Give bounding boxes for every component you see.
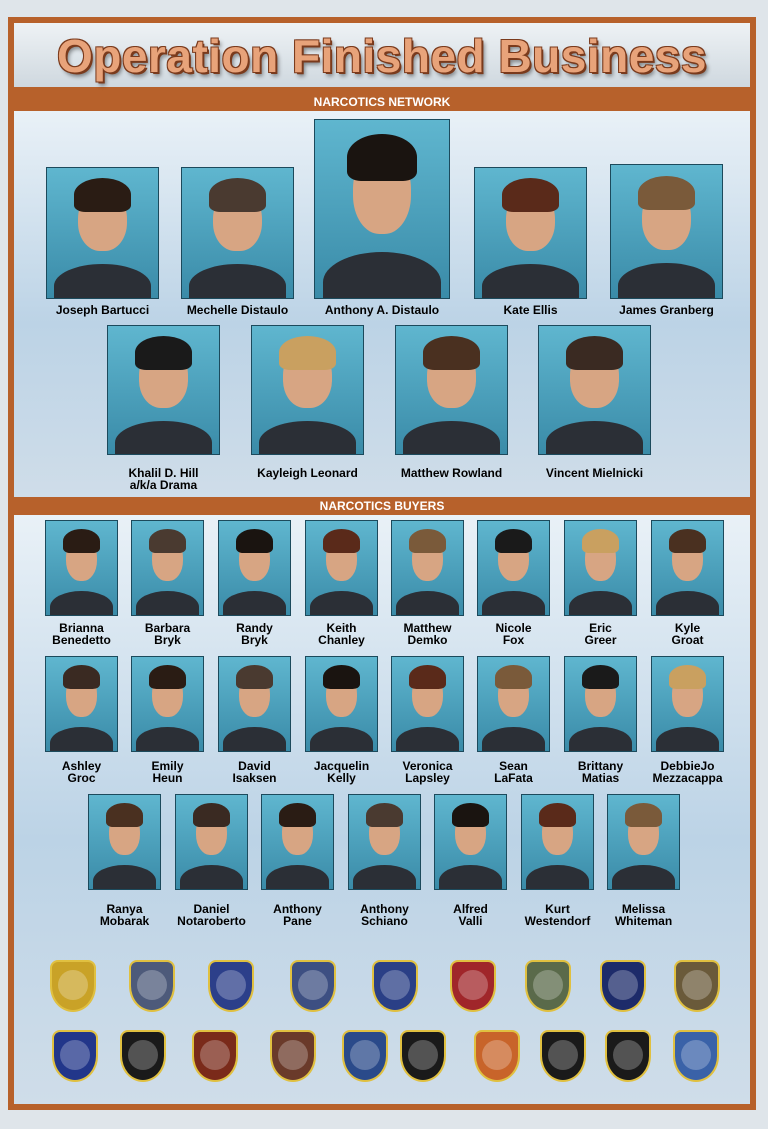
mugshot-hair <box>279 336 337 369</box>
badge-seal-icon <box>482 1040 512 1070</box>
badge-seal-icon <box>613 1040 643 1070</box>
mugshot-shoulders <box>403 421 501 455</box>
mugshot-photo <box>564 520 637 616</box>
badge-seal-icon <box>608 970 638 1000</box>
mugshot-shoulders <box>93 865 155 890</box>
mugshot-photo <box>477 520 550 616</box>
person-name: Mezzacappa <box>652 771 723 785</box>
mugshot-photo <box>651 656 724 752</box>
title-banner <box>14 23 750 87</box>
mugshot-shoulders <box>526 865 588 890</box>
agency-badge-icon <box>474 1030 520 1082</box>
mugshot-hair <box>495 529 532 553</box>
person-name: Matthew Rowland <box>400 466 503 480</box>
mugshot-shoulders <box>259 421 357 455</box>
person-name: Keith <box>326 621 357 635</box>
mugshot-photo <box>251 325 364 455</box>
agency-badge-icon <box>270 1030 316 1082</box>
mugshot-photo <box>46 167 159 299</box>
agency-badge-icon <box>450 960 496 1012</box>
mugshot-hair <box>625 803 662 827</box>
mugshot-photo <box>218 656 291 752</box>
person-name: Bryk <box>154 633 181 647</box>
mugshot-shoulders <box>396 727 458 752</box>
mugshot-hair <box>452 803 489 827</box>
mugshot-photo <box>261 794 334 890</box>
agency-badge-icon <box>208 960 254 1012</box>
person-name: Fox <box>502 633 525 647</box>
mugshot-photo <box>651 520 724 616</box>
person-name: Ashley <box>61 759 102 773</box>
person-name: Mobarak <box>99 914 150 928</box>
person-name: Chanley <box>318 633 365 647</box>
mugshot-photo <box>131 520 204 616</box>
mugshot-shoulders <box>569 727 631 752</box>
person-name: a/k/a Drama <box>129 478 198 492</box>
person-name: Schiano <box>361 914 408 928</box>
badge-seal-icon <box>128 1040 158 1070</box>
mugshot-hair <box>149 665 186 689</box>
mugshot-photo <box>538 325 651 455</box>
badge-seal-icon <box>380 970 410 1000</box>
mugshot-shoulders <box>54 264 152 299</box>
person-name: Kurt <box>545 902 570 916</box>
mugshot-hair <box>347 134 417 180</box>
agency-badge-icon <box>50 960 96 1012</box>
mugshot-hair <box>495 665 532 689</box>
page-title: Operation Finished Business <box>57 30 707 82</box>
agency-badge-icon <box>192 1030 238 1082</box>
person-name: Vincent Mielnicki <box>545 466 644 480</box>
person-name: Kelly <box>327 771 356 785</box>
agency-badge-icon <box>673 1030 719 1082</box>
badge-seal-icon <box>58 970 88 1000</box>
badge-seal-icon <box>533 970 563 1000</box>
mugshot-hair <box>209 178 267 212</box>
person-name: Brianna <box>59 621 104 635</box>
person-name: DebbieJo <box>660 759 715 773</box>
person-name: Eric <box>589 621 612 635</box>
mugshot-hair <box>669 665 706 689</box>
mugshot-photo <box>395 325 508 455</box>
section-header-buyers: NARCOTICS BUYERS <box>14 498 750 514</box>
mugshot-hair <box>149 529 186 553</box>
mugshot-hair <box>669 529 706 553</box>
badge-seal-icon <box>200 1040 230 1070</box>
person-name: Barbara <box>144 621 191 635</box>
mugshot-photo <box>45 520 118 616</box>
mugshot-shoulders <box>50 727 112 752</box>
mugshot-photo <box>305 520 378 616</box>
mugshot-photo <box>131 656 204 752</box>
person-name: Khalil D. Hill <box>128 466 199 480</box>
mugshot-photo <box>391 656 464 752</box>
badge-seal-icon <box>216 970 246 1000</box>
agency-badge-icon <box>400 1030 446 1082</box>
mugshot-shoulders <box>569 591 631 616</box>
mugshot-shoulders <box>115 421 213 455</box>
mugshot-photo <box>610 164 723 299</box>
mugshot-photo <box>107 325 220 455</box>
mugshot-hair <box>236 665 273 689</box>
mugshot-shoulders <box>50 591 112 616</box>
mugshot-shoulders <box>396 591 458 616</box>
person-name: Brittany <box>577 759 624 773</box>
person-name: Daniel <box>193 902 230 916</box>
agency-badge-icon <box>540 1030 586 1082</box>
mugshot-photo <box>607 794 680 890</box>
person-name: Valli <box>458 914 483 928</box>
person-name: Bryk <box>241 633 268 647</box>
badge-seal-icon <box>548 1040 578 1070</box>
mugshot-hair <box>279 803 316 827</box>
mugshot-photo <box>314 119 450 299</box>
person-name: Pane <box>283 914 312 928</box>
agency-badge-icon <box>605 1030 651 1082</box>
mugshot-hair <box>423 336 481 369</box>
mugshot-shoulders <box>612 865 674 890</box>
mugshot-photo <box>521 794 594 890</box>
mugshot-shoulders <box>223 591 285 616</box>
mugshot-hair <box>638 176 696 211</box>
mugshot-hair <box>74 178 132 212</box>
mugshot-shoulders <box>482 727 544 752</box>
mugshot-shoulders <box>546 421 644 455</box>
mugshot-photo <box>564 656 637 752</box>
agency-badge-icon <box>290 960 336 1012</box>
badge-seal-icon <box>137 970 167 1000</box>
person-name: Kate Ellis <box>503 303 558 317</box>
mugshot-photo <box>391 520 464 616</box>
agency-badge-icon <box>372 960 418 1012</box>
mugshot-photo <box>45 656 118 752</box>
mugshot-shoulders <box>353 865 415 890</box>
mugshot-photo <box>218 520 291 616</box>
person-name: Isaksen <box>232 771 277 785</box>
person-name: Anthony <box>360 902 409 916</box>
mugshot-hair <box>539 803 576 827</box>
mugshot-shoulders <box>266 865 328 890</box>
badge-seal-icon <box>681 1040 711 1070</box>
badge-seal-icon <box>60 1040 90 1070</box>
person-name: Jacquelin <box>313 759 370 773</box>
person-name: Lapsley <box>405 771 450 785</box>
mugshot-hair <box>323 529 360 553</box>
mugshot-photo <box>348 794 421 890</box>
person-name: Ranya <box>106 902 143 916</box>
mugshot-hair <box>193 803 230 827</box>
agency-badge-icon <box>129 960 175 1012</box>
person-name: Kayleigh Leonard <box>257 466 358 480</box>
mugshot-shoulders <box>223 727 285 752</box>
person-name: Sean <box>499 759 528 773</box>
mugshot-hair <box>566 336 624 369</box>
person-name: Notaroberto <box>177 914 246 928</box>
mugshot-shoulders <box>136 591 198 616</box>
person-name: Whiteman <box>614 914 673 928</box>
badge-seal-icon <box>278 1040 308 1070</box>
person-name: Mechelle Distaulo <box>186 303 289 317</box>
mugshot-hair <box>323 665 360 689</box>
mugshot-hair <box>63 529 100 553</box>
mugshot-hair <box>409 529 446 553</box>
mugshot-photo <box>181 167 294 299</box>
person-name: Joseph Bartucci <box>55 303 150 317</box>
mugshot-shoulders <box>656 591 718 616</box>
person-name: Heun <box>152 771 183 785</box>
person-name: Demko <box>407 633 448 647</box>
agency-badge-icon <box>525 960 571 1012</box>
person-name: Matthew <box>403 621 452 635</box>
person-name: Greer <box>584 633 617 647</box>
agency-badge-icon <box>674 960 720 1012</box>
person-name: Randy <box>236 621 273 635</box>
person-name: LaFata <box>494 771 533 785</box>
badge-seal-icon <box>682 970 712 1000</box>
mugshot-hair <box>366 803 403 827</box>
mugshot-shoulders <box>656 727 718 752</box>
badge-seal-icon <box>350 1040 380 1070</box>
person-name: Anthony A. Distaulo <box>324 303 440 317</box>
mugshot-shoulders <box>439 865 501 890</box>
mugshot-shoulders <box>310 591 372 616</box>
mugshot-hair <box>106 803 143 827</box>
mugshot-shoulders <box>323 252 441 299</box>
mugshot-shoulders <box>136 727 198 752</box>
agency-badge-icon <box>342 1030 388 1082</box>
mugshot-shoulders <box>618 263 716 299</box>
mugshot-hair <box>409 665 446 689</box>
badge-seal-icon <box>298 970 328 1000</box>
person-name: Westendorf <box>524 914 591 928</box>
mugshot-shoulders <box>482 264 580 299</box>
agency-badge-icon <box>600 960 646 1012</box>
mugshot-hair <box>236 529 273 553</box>
person-name: Benedetto <box>52 633 111 647</box>
badge-seal-icon <box>408 1040 438 1070</box>
mugshot-shoulders <box>189 264 287 299</box>
mugshot-shoulders <box>310 727 372 752</box>
mugshot-hair <box>502 178 560 212</box>
mugshot-photo <box>175 794 248 890</box>
person-name: Veronica <box>402 759 453 773</box>
mugshot-photo <box>434 794 507 890</box>
mugshot-hair <box>63 665 100 689</box>
mugshot-photo <box>477 656 550 752</box>
mugshot-photo <box>474 167 587 299</box>
person-name: Kyle <box>674 621 701 635</box>
mugshot-photo <box>88 794 161 890</box>
section-header-network: NARCOTICS NETWORK <box>14 94 750 110</box>
mugshot-shoulders <box>180 865 242 890</box>
person-name: Anthony <box>273 902 322 916</box>
person-name: Alfred <box>453 902 488 916</box>
agency-badge-icon <box>120 1030 166 1082</box>
person-name: Groc <box>67 771 96 785</box>
mugshot-shoulders <box>482 591 544 616</box>
person-name: David <box>238 759 271 773</box>
mugshot-photo <box>305 656 378 752</box>
mugshot-hair <box>135 336 193 369</box>
person-name: Matias <box>581 771 620 785</box>
agency-badge-icon <box>52 1030 98 1082</box>
person-name: Groat <box>671 633 704 647</box>
mugshot-hair <box>582 665 619 689</box>
person-name: Nicole <box>495 621 532 635</box>
mugshot-hair <box>582 529 619 553</box>
person-name: James Granberg <box>619 303 714 317</box>
person-name: Melissa <box>621 902 666 916</box>
badge-seal-icon <box>458 970 488 1000</box>
person-name: Emily <box>151 759 184 773</box>
